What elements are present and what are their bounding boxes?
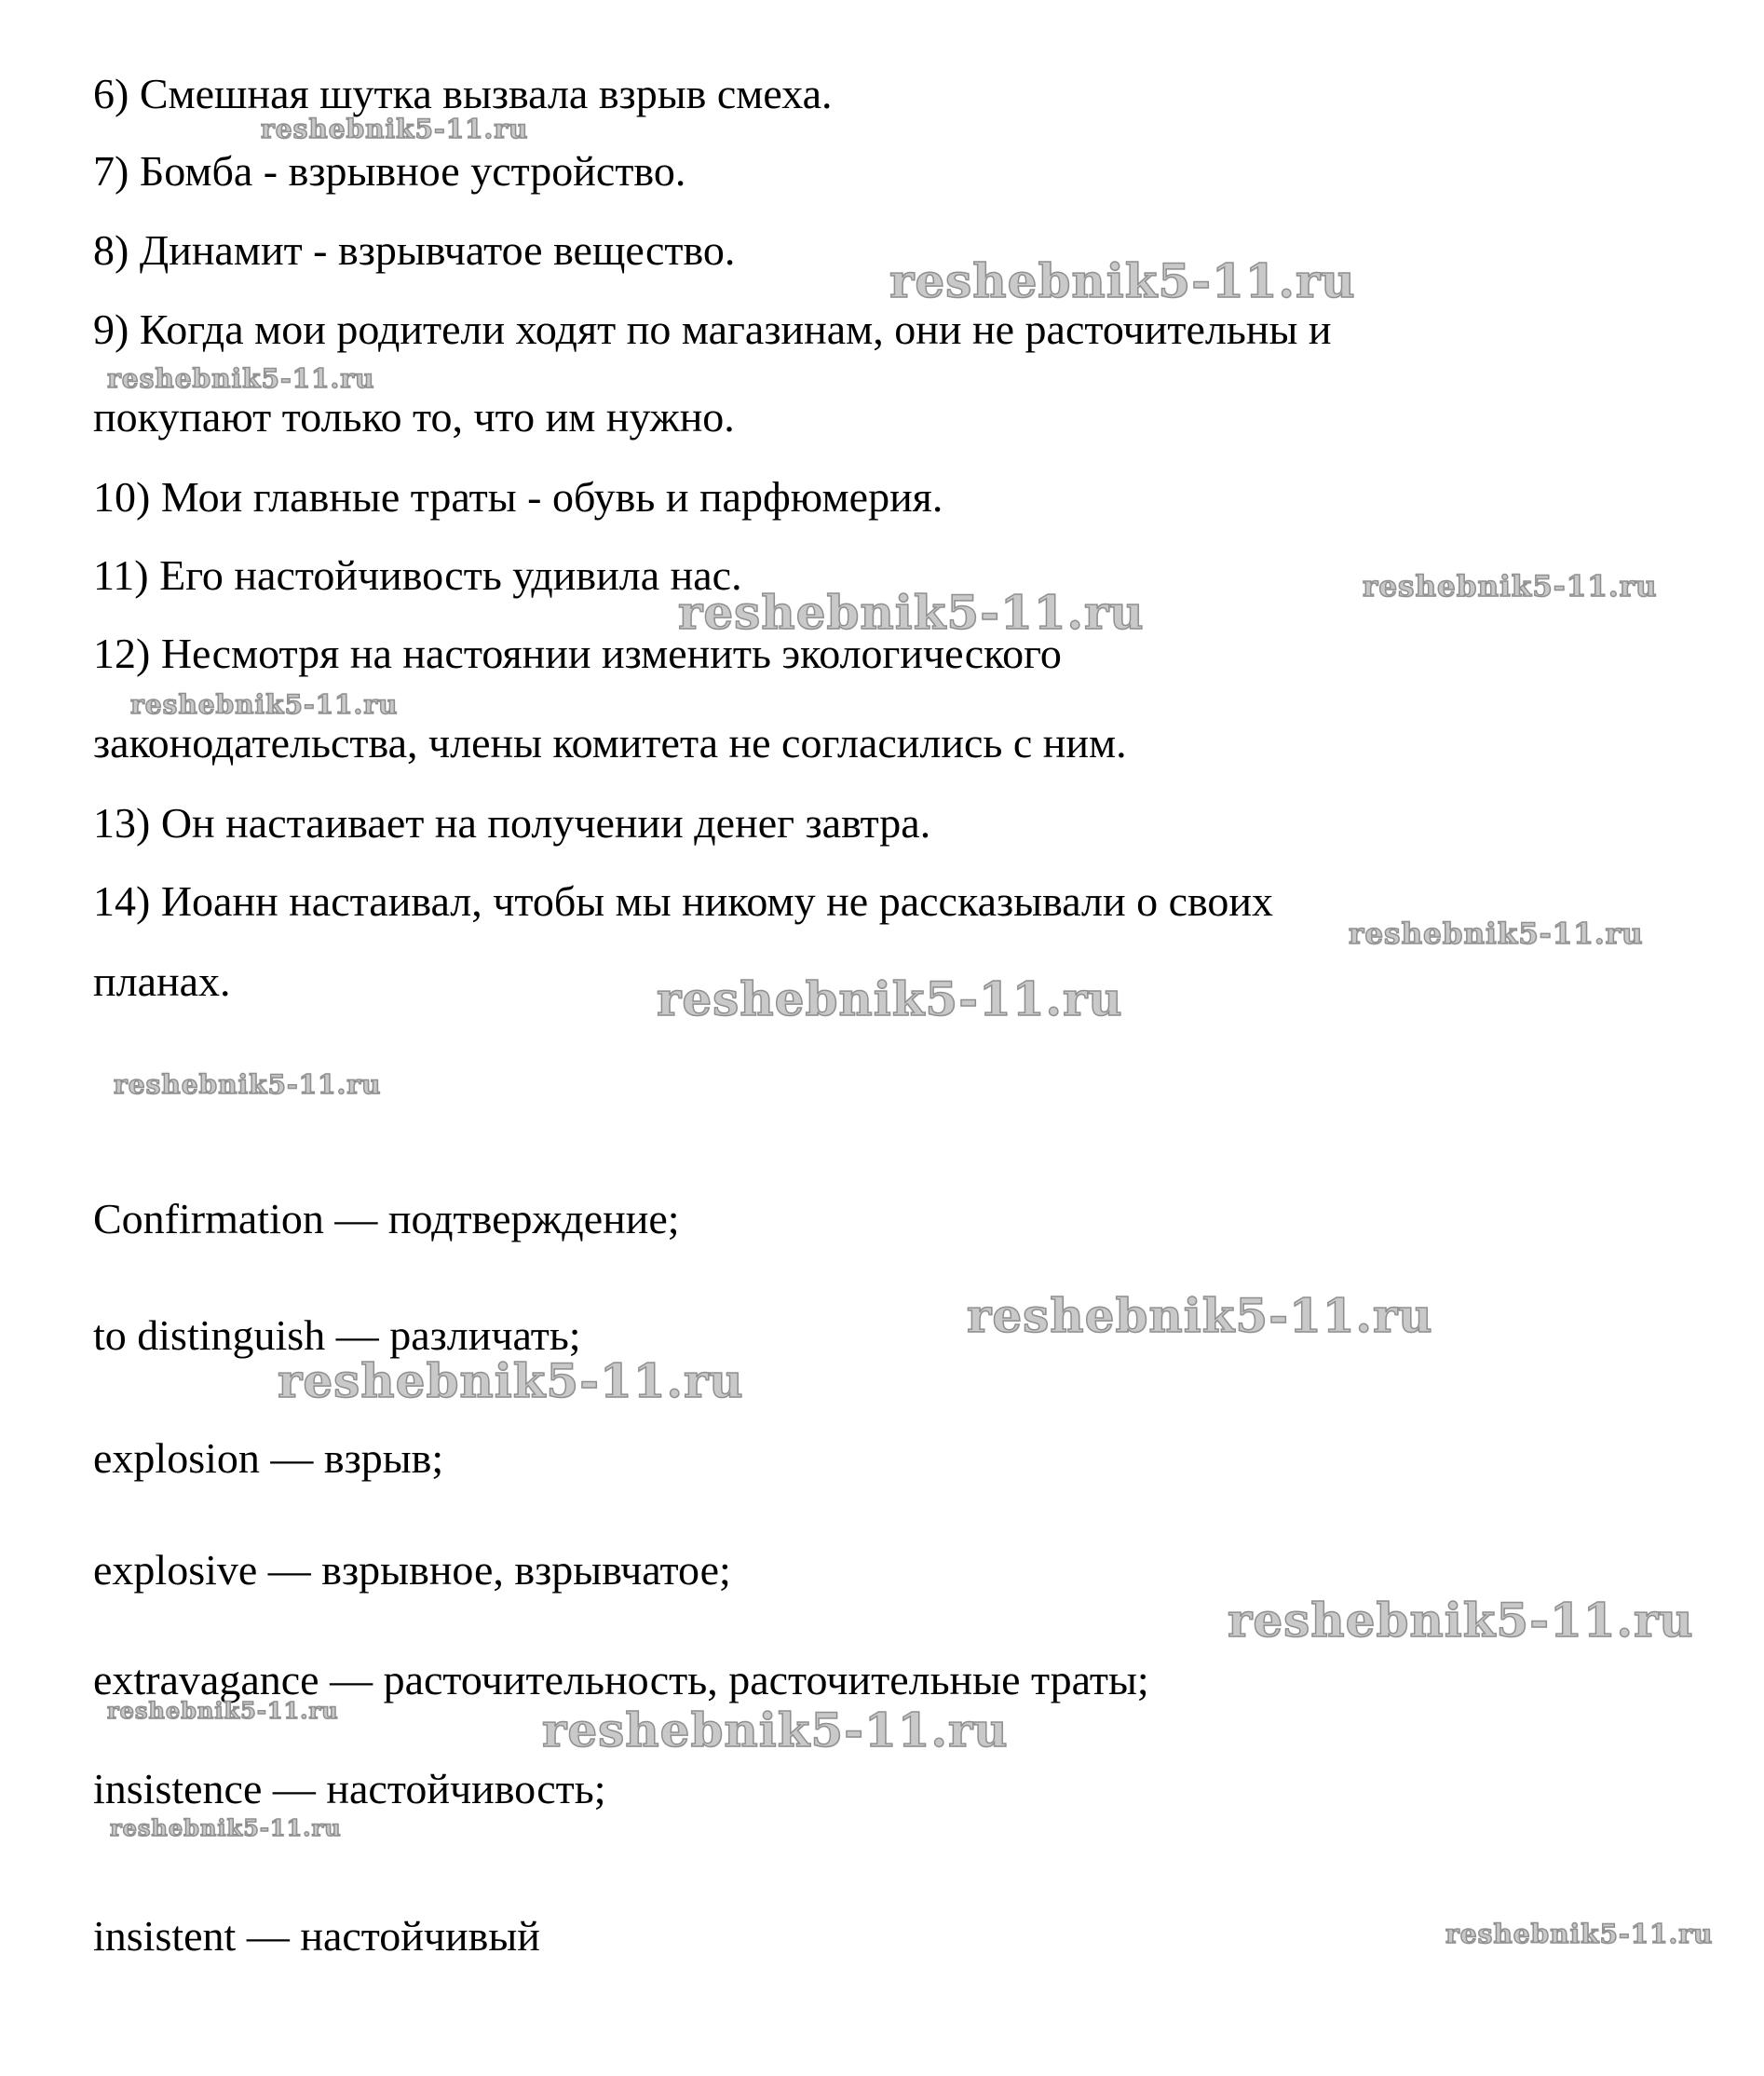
vocabulary-line: insistence — настойчивость; bbox=[93, 1765, 606, 1812]
translation-line: 7) Бомба - взрывное устройство. bbox=[93, 147, 686, 195]
watermark: reshebnik5-11.ru bbox=[1228, 1593, 1694, 1648]
translation-line: 10) Мои главные траты - обувь и парфюмерия. bbox=[93, 473, 943, 521]
watermark: reshebnik5-11.ru bbox=[967, 1288, 1433, 1343]
translation-line: 8) Динамит - взрывчатое вещество. bbox=[93, 226, 736, 274]
vocabulary-line: Confirmation — подтверждение; bbox=[93, 1195, 680, 1242]
translation-line-continuation: законодательства, члены комитета не согласились с ним. bbox=[93, 719, 1127, 767]
watermark: reshebnik5-11.ru bbox=[1363, 570, 1658, 604]
translation-line: 11) Его настойчивость удивила нас. bbox=[93, 551, 742, 599]
translation-line: 9) Когда мои родители ходят по магазинам, они не расточительны и bbox=[93, 305, 1332, 353]
watermark: reshebnik5-11.ru bbox=[1349, 917, 1644, 951]
watermark: reshebnik5-11.ru bbox=[542, 1703, 1009, 1757]
translation-line-continuation: покупают только то, что им нужно. bbox=[93, 393, 735, 441]
watermark: reshebnik5-11.ru bbox=[107, 1697, 339, 1724]
translation-line: 13) Он настаивает на получении денег завтра. bbox=[93, 799, 931, 847]
vocabulary-line: explosion — взрыв; bbox=[93, 1434, 444, 1482]
vocabulary-line: explosive — взрывное, взрывчатое; bbox=[93, 1546, 731, 1594]
watermark: reshebnik5-11.ru bbox=[889, 253, 1356, 308]
vocabulary-line: to distinguish — различать; bbox=[93, 1311, 581, 1359]
translation-line: 14) Иоанн настаивал, чтобы мы никому не рассказывали о своих bbox=[93, 877, 1274, 925]
watermark: reshebnik5-11.ru bbox=[278, 1353, 744, 1408]
watermark: reshebnik5-11.ru bbox=[1445, 1919, 1714, 1949]
watermark: reshebnik5-11.ru bbox=[130, 689, 399, 720]
vocabulary-line: insistent — настойчивый bbox=[93, 1912, 540, 1960]
watermark: reshebnik5-11.ru bbox=[657, 971, 1123, 1026]
watermark: reshebnik5-11.ru bbox=[110, 1814, 342, 1841]
translation-line-continuation: планах. bbox=[93, 957, 231, 1005]
translation-line: 6) Смешная шутка вызвала взрыв смеха. bbox=[93, 70, 833, 117]
watermark: reshebnik5-11.ru bbox=[261, 114, 529, 144]
watermark: reshebnik5-11.ru bbox=[107, 363, 375, 394]
watermark: reshebnik5-11.ru bbox=[678, 585, 1145, 640]
vocabulary-line: extravagance — расточительность, расточительные траты; bbox=[93, 1656, 1149, 1703]
translation-line: 12) Несмотря на настоянии изменить экологического bbox=[93, 630, 1062, 677]
watermark: reshebnik5-11.ru bbox=[114, 1069, 382, 1100]
